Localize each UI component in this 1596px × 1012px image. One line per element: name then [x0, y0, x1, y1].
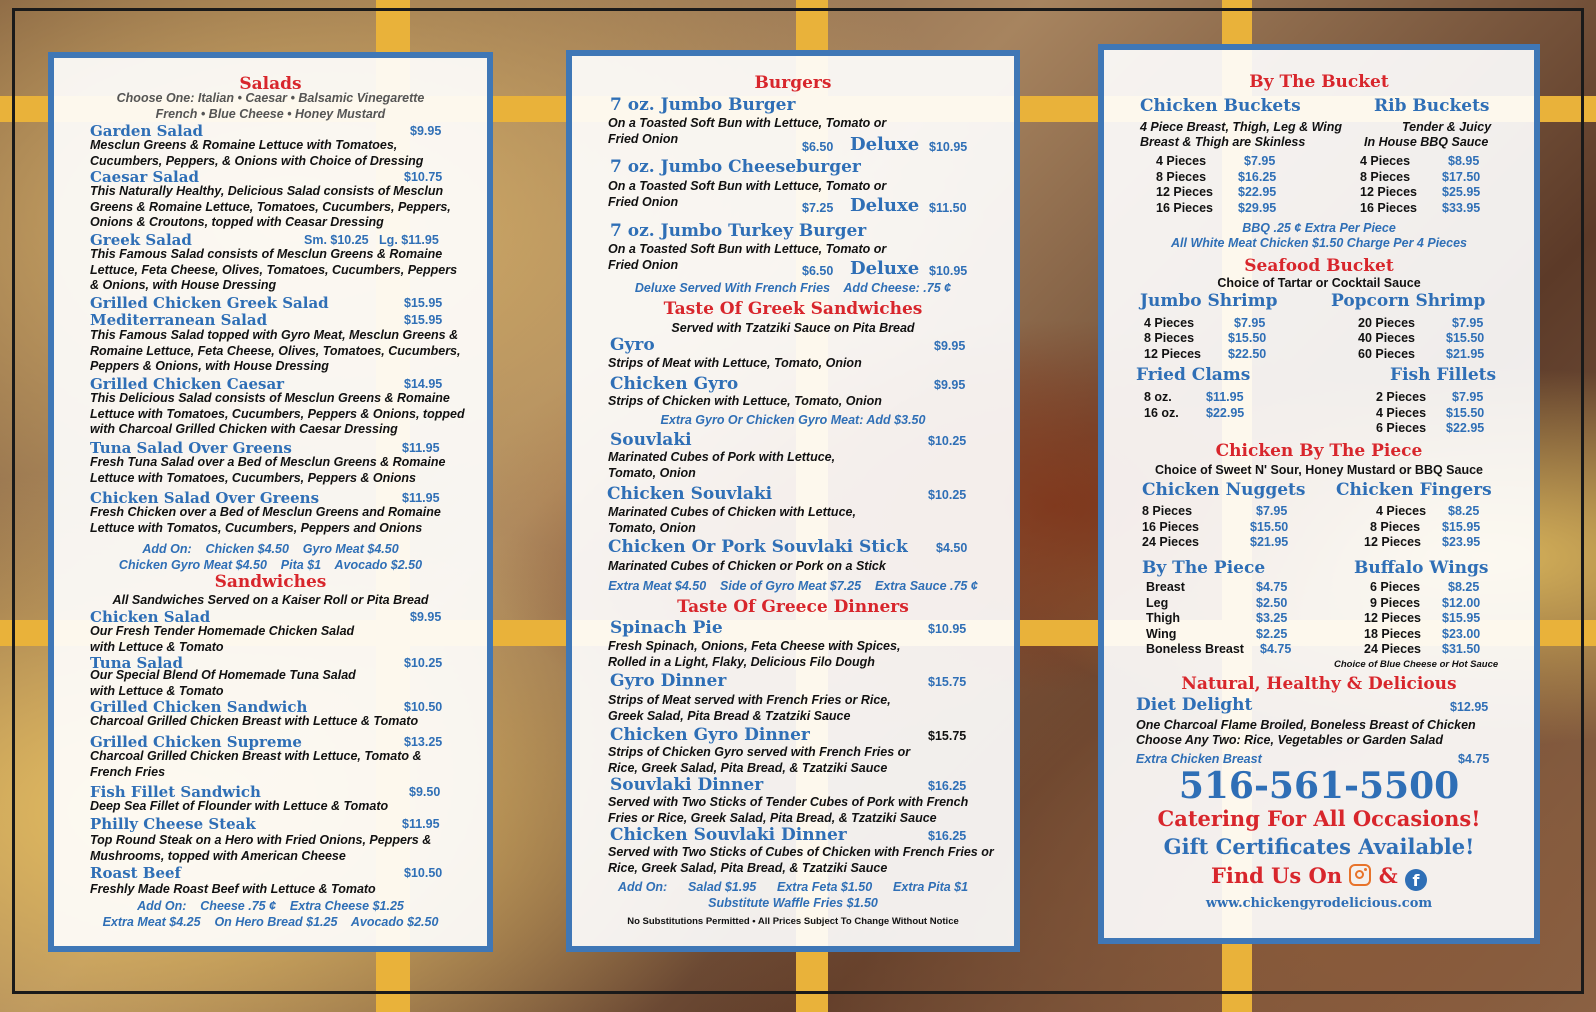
menu-item-name: Souvlaki	[610, 430, 692, 450]
chicken-row-price: $3.25	[1256, 611, 1288, 625]
bucket-row-qty: 16 Pieces	[1360, 201, 1417, 215]
menu-item-name: Chicken Gyro	[610, 374, 739, 394]
menu-item-name: Chicken Or Pork Souvlaki Stick	[608, 537, 908, 557]
menu-item-description: Freshly Made Roast Beef with Lettuce & Tomato	[90, 882, 376, 896]
find-us-label: Find Us On	[1210, 863, 1343, 888]
fried-clams-title: Fried Clams	[1136, 365, 1251, 385]
jumbo-shrimp-title: Jumbo Shrimp	[1140, 291, 1278, 311]
sandwich-addons: Add On: Cheese .75 ¢ Extra Cheese $1.25	[137, 899, 404, 913]
bucket-row-qty: 4 Pieces	[1156, 154, 1207, 168]
chicken-row-price: $8.25	[1448, 504, 1480, 518]
menu-item-price: $6.50	[802, 264, 834, 278]
fish-fillets-title: Fish Fillets	[1390, 365, 1497, 385]
menu-item-description: Fresh Chicken over a Bed of Mesclun Greens and Romaine Lettuce with Tomatos, Cucumbers, Peppers and Onions	[90, 505, 441, 535]
menu-item-price: $15.75	[928, 675, 967, 689]
bucket-title: By The Bucket	[1249, 72, 1389, 92]
chicken-row-price: $15.50	[1250, 520, 1289, 534]
menu-item-name: Grilled Chicken Supreme	[90, 733, 302, 751]
seafood-row-price: $7.95	[1234, 316, 1266, 330]
chicken-row-qty: Thigh	[1146, 611, 1181, 625]
menu-item-description: Strips of Meat with Lettuce, Tomato, Onion	[608, 356, 862, 370]
menu-item-name: 7 oz. Jumbo Cheeseburger	[610, 157, 861, 177]
menu-item-description: Marinated Cubes of Chicken or Pork on a Stick	[608, 559, 886, 573]
bucket-row-price: $33.95	[1442, 201, 1481, 215]
chicken-row-qty: Breast	[1146, 580, 1185, 594]
chicken-row-price: $21.95	[1250, 535, 1289, 549]
rib-buckets-title: Rib Buckets	[1374, 96, 1490, 116]
chicken-nuggets-title: Chicken Nuggets	[1142, 480, 1306, 500]
chicken-row-price: $12.00	[1442, 596, 1481, 610]
deluxe-price: $10.95	[929, 140, 968, 154]
chicken-row-qty: Wing	[1146, 627, 1177, 641]
chicken-row-qty: Leg	[1146, 596, 1169, 610]
chicken-row-qty: 9 Pieces	[1370, 596, 1421, 610]
menu-item-description: On a Toasted Soft Bun with Lettuce, Tomato or Fried Onion	[608, 242, 887, 272]
menu-item-price: $11.95	[402, 441, 440, 455]
menu-item-name: 7 oz. Jumbo Burger	[610, 95, 796, 115]
menu-item-name: Diet Delight	[1136, 695, 1253, 715]
chicken-fingers-title: Chicken Fingers	[1336, 480, 1492, 500]
bucket-row-price: $22.95	[1238, 185, 1277, 199]
menu-item-name: Garden Salad	[90, 122, 204, 140]
seafood-row-price: $21.95	[1446, 347, 1485, 361]
seafood-row-qty: 8 Pieces	[1144, 331, 1195, 345]
bucket-row-price: $29.95	[1238, 201, 1277, 215]
chicken-row-price: $31.50	[1442, 642, 1481, 656]
burger-note: Deluxe Served With French Fries Add Cheese: .75 ¢	[634, 281, 952, 295]
menu-item-name: Tuna Salad Over Greens	[90, 439, 292, 457]
menu-item-description: Charcoal Grilled Chicken Breast with Lettuce, Tomato & French Fries	[90, 749, 422, 779]
menu-item-description: Deep Sea Fillet of Flounder with Lettuce & Tomato	[90, 799, 389, 813]
chicken-row-price: $2.25	[1256, 627, 1288, 641]
bucket-row-price: $7.95	[1244, 154, 1276, 168]
bucket-row-qty: 12 Pieces	[1360, 185, 1417, 199]
deluxe-price: $11.50	[929, 201, 967, 215]
menu-item-description: Served with Two Sticks of Tender Cubes of Pork with French Fries or Rice, Greek Salad, Pita Bread, & Tzatziki Sauce	[608, 795, 969, 825]
menu-item-price: $10.75	[404, 170, 443, 184]
menu-item-name: Greek Salad	[90, 231, 192, 249]
bucket-row-price: $16.25	[1238, 170, 1277, 184]
menu-item-price: $10.25	[404, 656, 443, 670]
menu-item-name: Gyro Dinner	[610, 671, 727, 691]
menu-item-price: $10.50	[404, 700, 443, 714]
popcorn-shrimp-title: Popcorn Shrimp	[1331, 291, 1486, 311]
extra-chicken-price: $4.75	[1458, 752, 1490, 766]
menu-item-price: $12.95	[1450, 700, 1489, 714]
wings-note: Choice of Blue Cheese or Hot Sauce	[1334, 659, 1499, 670]
menu-item-price: $10.50	[404, 866, 443, 880]
menu-item-name: Grilled Chicken Sandwich	[90, 698, 308, 716]
sandwich-note: All Sandwiches Served on a Kaiser Roll or Pita Bread	[112, 593, 429, 607]
menu-item-price: $16.25	[928, 779, 967, 793]
seafood-row-qty: 8 oz.	[1144, 390, 1172, 404]
menu-item-price: $13.25	[404, 735, 443, 749]
chicken-row-qty: 8 Pieces	[1370, 520, 1421, 534]
price-disclaimer: No Substitutions Permitted • All Prices Subject To Change Without Notice	[627, 916, 959, 927]
website-link[interactable]: www.chickengyrodelicious.com	[1205, 896, 1433, 911]
chicken-row-qty: 24 Pieces	[1364, 642, 1421, 656]
chicken-row-qty: 24 Pieces	[1142, 535, 1199, 549]
bucket-row-qty: 8 Pieces	[1360, 170, 1411, 184]
menu-item-description: Charcoal Grilled Chicken Breast with Lettuce & Tomato	[90, 714, 419, 728]
menu-item-name: Chicken Souvlaki Dinner	[610, 825, 847, 845]
bucket-note: BBQ .25 ¢ Extra Per Piece	[1242, 221, 1396, 235]
chicken-row-qty: 16 Pieces	[1142, 520, 1199, 534]
menu-item-description: Mesclun Greens & Romaine Lettuce with Tomatoes, Cucumbers, Peppers, & Onions with Choice of Dressing	[90, 138, 424, 168]
dressing-choices: Choose One: Italian • Caesar • Balsamic Vinegarette	[116, 91, 425, 105]
chicken-row-qty: 8 Pieces	[1142, 504, 1193, 518]
menu-item-name: Chicken Salad Over Greens	[90, 489, 320, 507]
salad-addons: Add On: Chicken $4.50 Gyro Meat $4.50	[142, 542, 399, 556]
seafood-row-price: $15.50	[1446, 331, 1485, 345]
dinner-addons: Substitute Waffle Fries $1.50	[708, 896, 878, 910]
facebook-icon[interactable]: f	[1405, 869, 1427, 891]
seafood-row-qty: 12 Pieces	[1144, 347, 1201, 361]
seafood-row-qty: 20 Pieces	[1358, 316, 1415, 330]
menu-item-description: Marinated Cubes of Pork with Lettuce, Tomato, Onion	[608, 450, 836, 480]
bucket-row-qty: 8 Pieces	[1156, 170, 1207, 184]
burgers-title: Burgers	[754, 73, 832, 93]
instagram-icon[interactable]	[1349, 864, 1371, 886]
menu-item-description: Fresh Spinach, Onions, Feta Cheese with Spices, Rolled in a Light, Flaky, Delicious Filo Dough	[608, 639, 901, 669]
salads-title: Salads	[239, 74, 302, 94]
menu-item-name: Chicken Salad	[90, 608, 211, 626]
menu-item-name: Grilled Chicken Greek Salad	[90, 294, 329, 312]
bucket-row-qty: 16 Pieces	[1156, 201, 1213, 215]
deluxe-label: Deluxe	[850, 134, 920, 155]
menu-item-name: Tuna Salad	[90, 654, 183, 672]
menu-item-name: Caesar Salad	[90, 168, 199, 186]
menu-item-description: Served with Two Sticks of Cubes of Chicken with French Fries or Rice, Greek Salad, Pita Bread, & Tzatziki Sauce	[608, 845, 994, 875]
sandwiches-title: Sandwiches	[214, 572, 327, 592]
menu-item-price: $9.95	[410, 610, 442, 624]
menu-item-price: $14.95	[404, 377, 443, 391]
menu-item-name: Spinach Pie	[610, 618, 723, 638]
menu-item-description: Fresh Tuna Salad over a Bed of Mesclun Greens & Romaine Lettuce with Tomatoes, Cucumbers, Peppers & Onions	[90, 455, 446, 485]
chicken-row-qty: 6 Pieces	[1370, 580, 1421, 594]
seafood-row-qty: 40 Pieces	[1358, 331, 1415, 345]
menu-item-price: $10.25	[928, 434, 967, 448]
ampersand: &	[1378, 863, 1398, 888]
menu-item-price: $15.75	[928, 729, 967, 743]
menu-item-description: Our Fresh Tender Homemade Chicken Salad with Lettuce & Tomato	[90, 624, 355, 654]
gift-certificates-banner: Gift Certificates Available!	[1163, 834, 1475, 859]
chicken-row-qty: 12 Pieces	[1364, 535, 1421, 549]
menu-item-description: Strips of Meat served with French Fries or Rice, Greek Salad, Pita Bread & Tzatziki Sauce	[608, 693, 891, 723]
deluxe-price: $10.95	[929, 264, 968, 278]
chicken-row-price: $15.95	[1442, 611, 1481, 625]
seafood-row-qty: 16 oz.	[1144, 406, 1179, 420]
chicken-row-price: $7.95	[1256, 504, 1288, 518]
deluxe-label: Deluxe	[850, 258, 920, 279]
menu-item-price: $9.95	[934, 378, 966, 392]
bucket-row-price: $17.50	[1442, 170, 1481, 184]
greek-sandwich-note: Served with Tzatziki Sauce on Pita Bread	[671, 321, 915, 335]
menu-item-price: $16.25	[928, 829, 967, 843]
chicken-row-price: $4.75	[1260, 642, 1292, 656]
menu-item-name: Fish Fillet Sandwich	[90, 783, 261, 801]
menu-item-price: $15.95	[404, 296, 443, 310]
rib-buckets-desc: Tender & Juicy	[1402, 120, 1492, 134]
menu-item-name: Grilled Chicken Caesar	[90, 375, 285, 393]
seafood-row-price: $22.95	[1446, 421, 1485, 435]
chicken-row-price: $23.00	[1442, 627, 1481, 641]
greek-extras: Extra Meat $4.50 Side of Gyro Meat $7.25 Extra Sauce .75 ¢	[608, 579, 978, 593]
seafood-row-price: $15.50	[1446, 406, 1485, 420]
seafood-row-price: $15.50	[1228, 331, 1267, 345]
menu-item-description: This Famous Salad topped with Gyro Meat, Mesclun Greens & Romaine Lettuce, Feta Cheese, Olives, Tomatoes, Cucumbers, Peppers & Onions, with House Dressing	[90, 328, 461, 373]
menu-item-description: Top Round Steak on a Hero with Fried Onions, Peppers & Mushrooms, topped with American Cheese	[90, 833, 432, 863]
seafood-title: Seafood Bucket	[1244, 256, 1394, 276]
seafood-row-qty: 2 Pieces	[1376, 390, 1427, 404]
burgers-greek-panel	[566, 50, 1020, 952]
chicken-row-qty: 12 Pieces	[1364, 611, 1421, 625]
chicken-buckets-desc: 4 Piece Breast, Thigh, Leg & Wing	[1140, 120, 1343, 134]
menu-item-price: $4.50	[936, 541, 968, 555]
chicken-piece-note: Choice of Sweet N' Sour, Honey Mustard or BBQ Sauce	[1154, 463, 1484, 477]
chicken-row-price: $4.75	[1256, 580, 1288, 594]
menu-item-price: Sm. $10.25 Lg. $11.95	[304, 233, 439, 247]
seafood-row-qty: 60 Pieces	[1358, 347, 1415, 361]
by-the-piece-title: By The Piece	[1142, 558, 1266, 578]
menu-item-description: This Famous Salad consists of Mesclun Greens & Romaine Lettuce, Feta Cheese, Olives, Tomatoes, Cucumbers, Peppers & Onions, with House Dressing	[90, 247, 458, 292]
seafood-row-qty: 4 Pieces	[1144, 316, 1195, 330]
menu-item-description: Choose Any Two: Rice, Vegetables or Garden Salad	[1136, 733, 1444, 747]
seafood-row-qty: 4 Pieces	[1376, 406, 1427, 420]
seafood-row-price: $7.95	[1452, 390, 1484, 404]
menu-item-description: Strips of Chicken Gyro served with French Fries or Rice, Greek Salad, Pita Bread, & Tzatziki Sauce	[608, 745, 911, 775]
chicken-row-price: $15.95	[1442, 520, 1481, 534]
greek-sandwiches-title: Taste Of Greek Sandwiches	[663, 299, 923, 319]
menu-item-name: Chicken Gyro Dinner	[610, 725, 810, 745]
find-us-on	[1104, 863, 1534, 891]
phone-number: 516-561-5500	[1178, 765, 1460, 807]
healthy-title: Natural, Healthy & Delicious	[1181, 674, 1457, 694]
dinner-addons: Add On: Salad $1.95 Extra Feta $1.50 Extra Pita $1	[617, 880, 969, 894]
seafood-row-price: $22.95	[1206, 406, 1245, 420]
chicken-row-price: $2.50	[1256, 596, 1288, 610]
catering-banner: Catering For All Occasions!	[1157, 806, 1481, 831]
chicken-row-qty: 18 Pieces	[1364, 627, 1421, 641]
deluxe-label: Deluxe	[850, 195, 920, 216]
menu-item-name: Chicken Souvlaki	[607, 484, 773, 504]
bucket-row-price: $8.95	[1448, 154, 1480, 168]
menu-item-name: 7 oz. Jumbo Turkey Burger	[610, 221, 867, 241]
menu-item-price: $9.50	[409, 785, 441, 799]
chicken-row-qty: Boneless Breast	[1146, 642, 1244, 656]
chicken-buckets-title: Chicken Buckets	[1140, 96, 1301, 116]
menu-item-name: Souvlaki Dinner	[610, 775, 764, 795]
rib-buckets-desc: In House BBQ Sauce	[1364, 135, 1489, 149]
seafood-row-price: $22.50	[1228, 347, 1267, 361]
menu-item-description: Marinated Cubes of Chicken with Lettuce, Tomato, Onion	[608, 505, 856, 535]
greece-dinners-title: Taste Of Greece Dinners	[677, 597, 909, 617]
seafood-note: Choice of Tartar or Cocktail Sauce	[1217, 276, 1421, 290]
menu-item-name: Roast Beef	[90, 864, 182, 882]
bucket-note: All White Meat Chicken $1.50 Charge Per 4 Pieces	[1171, 236, 1467, 250]
menu-item-price: $9.95	[934, 339, 966, 353]
buffalo-wings-title: Buffalo Wings	[1354, 558, 1489, 578]
menu-item-name: Philly Cheese Steak	[90, 815, 256, 833]
dressing-choices: French • Blue Cheese • Honey Mustard	[155, 107, 386, 121]
menu-item-price: $11.95	[402, 491, 440, 505]
menu-item-price: $10.25	[928, 488, 967, 502]
bucket-row-qty: 12 Pieces	[1156, 185, 1213, 199]
bucket-row-qty: 4 Pieces	[1360, 154, 1411, 168]
bucket-contact-panel	[1098, 44, 1540, 944]
menu-item-description: This Delicious Salad consists of Mesclun Greens & Romaine Lettuce with Tomatoes, Cucumbers, Peppers & Onions, topped with Charcoal Grilled Chicken with Caesar Dressing	[90, 391, 465, 436]
menu-item-description: Our Special Blend Of Homemade Tuna Salad with Lettuce & Tomato	[90, 668, 356, 698]
menu-item-description: This Naturally Healthy, Delicious Salad consists of Mesclun Greens & Romaine Lettuce, Tomatoes, Cucumbers, Peppers, Onions & Croutons, topped with Ceasar Dressing	[90, 184, 451, 229]
gyro-extra-note: Extra Gyro Or Chicken Gyro Meat: Add $3.50	[660, 413, 926, 427]
salads-sandwiches-panel	[48, 52, 493, 952]
menu-item-name: Mediterranean Salad	[90, 311, 268, 329]
extra-chicken-label: Extra Chicken Breast	[1136, 752, 1262, 766]
menu-item-price: $7.25	[802, 201, 834, 215]
chicken-piece-title: Chicken By The Piece	[1215, 441, 1423, 461]
menu-item-description: Strips of Chicken with Lettuce, Tomato, Onion	[608, 394, 882, 408]
menu-item-price: $11.95	[402, 817, 440, 831]
salad-addons: Chicken Gyro Meat $4.50 Pita $1 Avocado $2.50	[118, 558, 423, 572]
chicken-row-price: $8.25	[1448, 580, 1480, 594]
menu-item-description: One Charcoal Flame Broiled, Boneless Breast of Chicken	[1136, 718, 1476, 732]
menu-item-price: $9.95	[410, 124, 442, 138]
menu-item-price: $6.50	[802, 140, 834, 154]
menu-item-price: $10.95	[928, 622, 967, 636]
seafood-row-price: $7.95	[1452, 316, 1484, 330]
sandwich-addons: Extra Meat $4.25 On Hero Bread $1.25 Avocado $2.50	[102, 915, 439, 929]
chicken-row-qty: 4 Pieces	[1376, 504, 1427, 518]
seafood-row-qty: 6 Pieces	[1376, 421, 1427, 435]
chicken-row-price: $23.95	[1442, 535, 1481, 549]
bucket-row-price: $25.95	[1442, 185, 1481, 199]
menu-item-description: On a Toasted Soft Bun with Lettuce, Tomato or Fried Onion	[608, 116, 887, 146]
chicken-buckets-desc: Breast & Thigh are Skinless	[1140, 135, 1306, 149]
menu-item-price: $15.95	[404, 313, 443, 327]
menu-item-description: On a Toasted Soft Bun with Lettuce, Tomato or Fried Onion	[608, 179, 887, 209]
seafood-row-price: $11.95	[1206, 390, 1244, 404]
menu-item-name: Gyro	[610, 335, 655, 355]
